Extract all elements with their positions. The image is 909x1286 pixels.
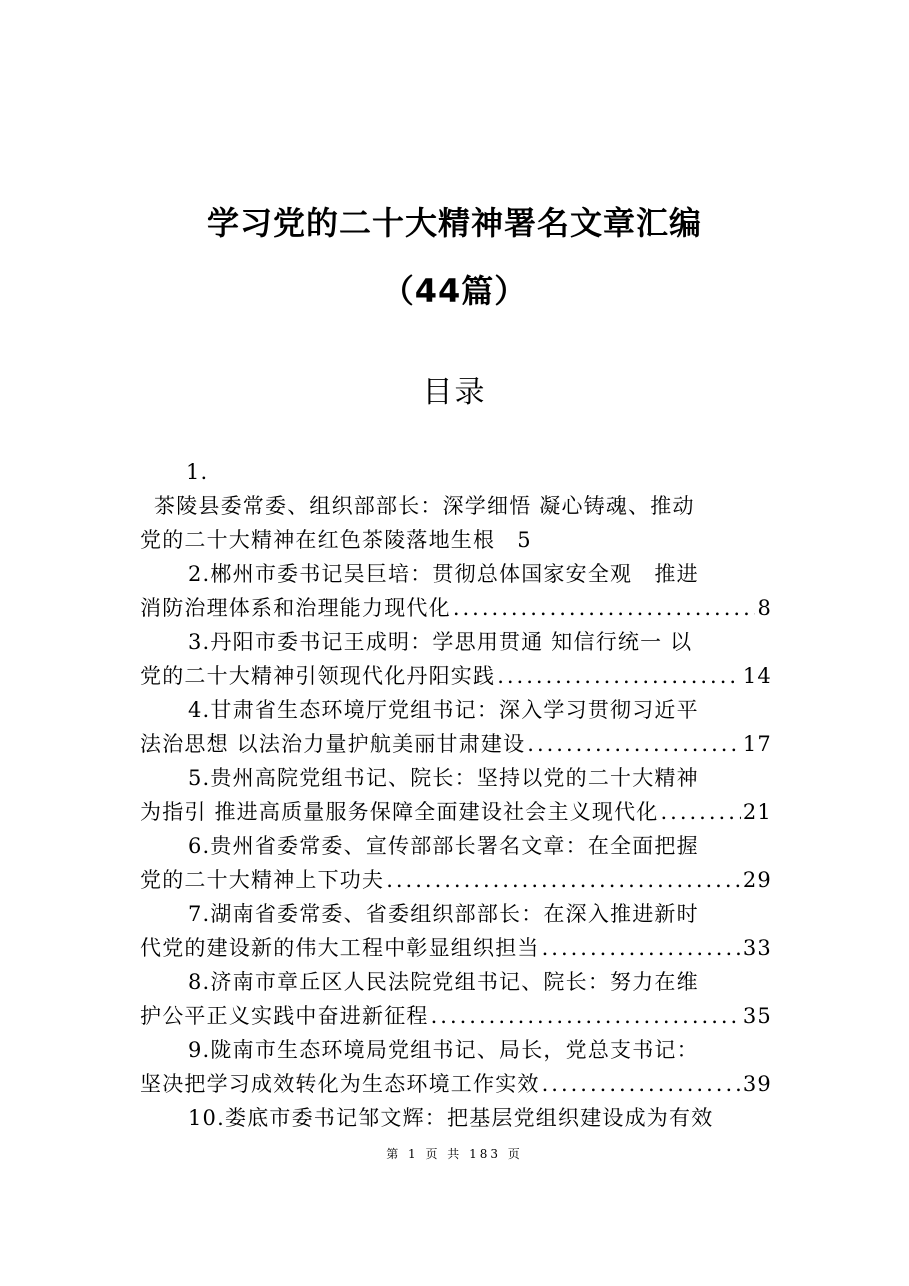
toc-item-1-number[interactable] [140,455,772,489]
toc-page-number: 8 [757,596,772,620]
toc-item-text: 8.济南市章丘区人民法院党组书记、院长：努力在维 [188,970,699,994]
toc-page-number: 33 [742,936,772,960]
toc-item-5-line1[interactable] [140,761,772,795]
document-subtitle: （44篇） [381,272,528,310]
toc-item-2-line2[interactable] [140,591,772,625]
toc-item-5-line2[interactable] [140,795,772,829]
toc-page-number: 35 [742,1004,772,1028]
toc-item-3-line1[interactable] [140,625,772,659]
toc-item-6-line1[interactable] [140,829,772,863]
toc-leader-dots [453,591,756,625]
table-of-contents [140,455,772,1135]
toc-item-7-line2[interactable] [140,931,772,965]
toc-item-text: 7.湖南省委常委、省委组织部部长：在深入推进新时 [188,902,699,926]
toc-item-text: 法治思想 以法治力量护航美丽甘肃建设 [140,732,526,756]
toc-item-text: 5.贵州高院党组书记、院长：坚持以党的二十大精神 [188,766,699,790]
toc-leader-dots [386,863,741,897]
toc-item-text: 3.丹阳市委书记王成明：学思用贯通 知信行统一 以 [188,630,693,654]
toc-page-number: 17 [742,732,772,756]
toc-leader-dots [497,659,741,693]
toc-item-text: 坚决把学习成效转化为生态环境工作实效 [140,1072,540,1096]
toc-leader-dots [542,931,741,965]
toc-item-9-line1[interactable] [140,1033,772,1067]
toc-item-number: 1. [186,460,209,484]
toc-item-text: 党的二十大精神上下功夫 [140,868,385,892]
toc-item-6-line2[interactable] [140,863,772,897]
toc-page-number: 29 [742,868,772,892]
toc-item-8-line1[interactable] [140,965,772,999]
toc-item-text: 为指引 推进高质量服务保障全面建设社会主义现代化 [140,800,659,824]
toc-item-text: 代党的建设新的伟大工程中彰显组织担当 [140,936,540,960]
toc-item-1-line1[interactable] [140,489,772,523]
toc-item-text: 2.郴州市委书记吴巨培：贯彻总体国家安全观 推进 [188,562,699,586]
toc-leader-dots [431,999,741,1033]
toc-item-7-line1[interactable] [140,897,772,931]
toc-leader-dots [660,795,740,829]
toc-item-text: 6.贵州省委常委、宣传部部长署名文章：在全面把握 [188,834,699,858]
toc-item-text: 党的二十大精神引领现代化丹阳实践 [140,664,496,688]
toc-item-8-line2[interactable] [140,999,772,1033]
toc-item-text: 护公平正义实践中奋进新征程 [140,1004,429,1028]
toc-item-text: 党的二十大精神在红色茶陵落地生根 [140,528,496,552]
toc-item-text: 4.甘肃省生态环境厅党组书记：深入学习贯彻习近平 [188,698,699,722]
toc-item-9-line2[interactable] [140,1067,772,1101]
toc-item-text: 消防治理体系和治理能力现代化 [140,596,451,620]
document-title: 学习党的二十大精神署名文章汇编 [206,204,702,242]
toc-item-10-line1[interactable] [140,1101,772,1135]
toc-leader-dots [542,1067,741,1101]
toc-leader-dots [527,727,741,761]
toc-item-text: 9.陇南市生态环境局党组书记、局长，党总支书记： [188,1038,699,1062]
toc-item-text: 茶陵县委常委、组织部部长：深学细悟 凝心铸魂、推动 [154,494,695,518]
toc-item-text: 10.娄底市委书记邹文辉：把基层党组织建设成为有效 [188,1106,714,1130]
toc-page-number: 14 [742,664,772,688]
toc-item-3-line2[interactable] [140,659,772,693]
toc-item-2-line1[interactable] [140,557,772,591]
toc-page-number: 39 [742,1072,772,1096]
toc-item-4-line2[interactable] [140,727,772,761]
page-footer: 第 1 页 共 183 页 [386,1147,523,1161]
toc-heading: 目录 [422,375,487,410]
toc-page-number: 21 [742,800,772,824]
toc-item-4-line1[interactable] [140,693,772,727]
toc-page-number: 5 [517,528,532,552]
toc-item-1-line2[interactable] [140,523,772,557]
